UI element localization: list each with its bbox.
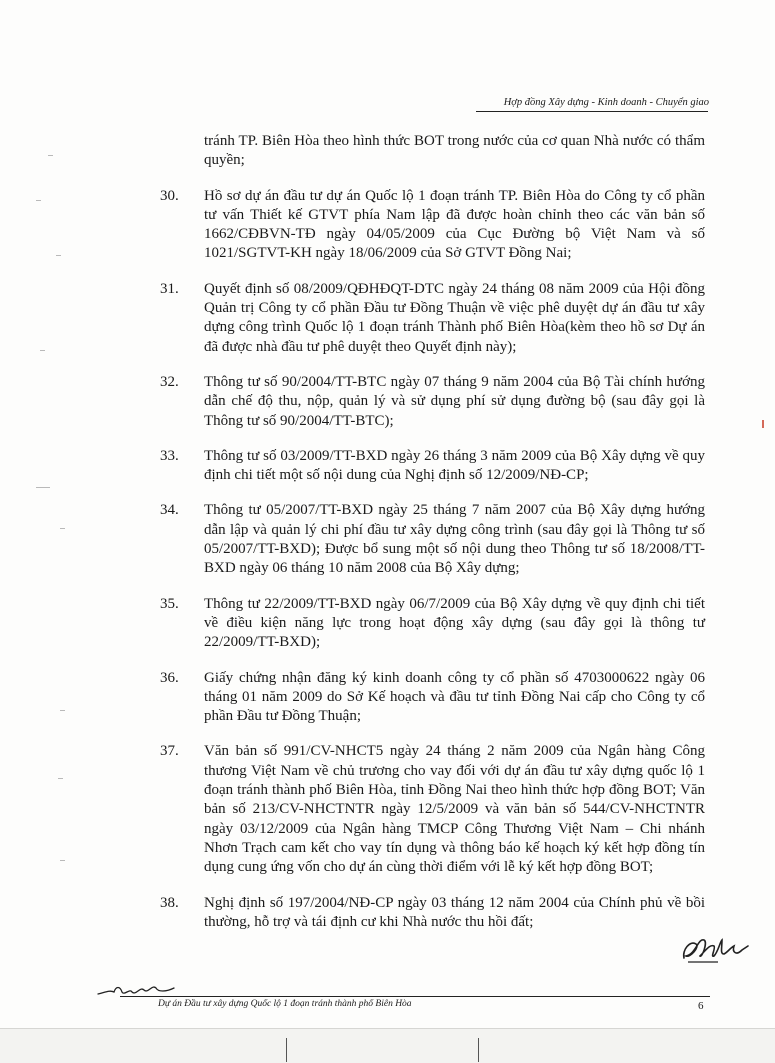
item-text: Thông tư 05/2007/TT-BXD ngày 25 tháng 7 năm 2007 của Bộ Xây dựng hướng dẫn lập và quản lý chi phí đầu tư xây dựng công trình (sau đây gọi là Thông tư số 05/2007/TT-BXD); Được bổ sung một số nội dung theo Thông tư số 18/2008/TT-BXD ngày 06 tháng 10 năm 2008 của Bộ Xây dựng; — [204, 502, 705, 577]
item-text: Nghị định số 197/2004/NĐ-CP ngày 03 tháng 12 năm 2004 của Chính phủ về bồi thường, hỗ trợ và tái định cư khi Nhà nước thu hồi đất; — [204, 894, 705, 930]
handwritten-initials — [96, 980, 176, 1000]
item-text: Giấy chứng nhận đăng ký kinh doanh công ty cổ phần số 4703000622 ngày 06 tháng 01 năm 2009 do Sở Kế hoạch và đầu tư tỉnh Đồng Nai cấp cho Công ty cổ phần Đầu tư Đồng Thuận; — [204, 669, 705, 725]
list-item — [160, 187, 705, 264]
list-item — [160, 894, 705, 933]
item-number: 35. — [160, 595, 179, 612]
scan-bottom-edge — [0, 1028, 775, 1063]
item-number: 31. — [160, 280, 179, 297]
item-text: Hồ sơ dự án đầu tư dự án Quốc lộ 1 đoạn tránh TP. Biên Hòa do Công ty cổ phần tư vấn Thiết kế GTVT phía Nam lập đã được hoàn chỉnh theo các văn bản số 1662/CĐBVN-TĐ ngày 04/05/2009 của Cục Đường bộ Việt Nam và số 1021/SGTVT-KH ngày 18/06/2009 của Sở GTVT Đồng Nai; — [204, 187, 705, 262]
scan-speck — [48, 155, 53, 156]
scan-speck — [60, 528, 65, 529]
footer-rule — [120, 996, 710, 997]
running-header: Hợp đồng Xây dựng - Kinh doanh - Chuyển giao — [503, 97, 709, 108]
item-number: 34. — [160, 502, 179, 519]
item-number: 36. — [160, 669, 179, 686]
header-rule — [476, 111, 708, 112]
item-text: Văn bản số 991/CV-NHCT5 ngày 24 tháng 2 năm 2009 của Ngân hàng Công thương Việt Nam về chủ trương cho vay đối với dự án đầu tư xây dựng quốc lộ 1 đoạn tránh thành phố Biên Hòa, tỉnh Đồng Nai theo hình thức hợp đồng BOT; Văn bản số 213/CV-NHCTNTR ngày 12/5/2009 và văn bản số 544/CV-NHCTNTR ngày 03/12/2009 của Ngân hàng TMCP Công Thương Việt Nam – Chi nhánh Nhơn Trạch cam kết cho vay tín dụng và thông báo kế hoạch ký kết hợp đồng tín dụng cung ứng vốn cho dự án cùng thời điểm với lễ ký kết hợp đồng BOT; — [204, 743, 705, 876]
item-number: 38. — [160, 894, 179, 911]
continued-paragraph: tránh TP. Biên Hòa theo hình thức BOT trong nước của cơ quan Nhà nước có thẩm quyền; — [204, 133, 705, 169]
item-text: Quyết định số 08/2009/QĐHĐQT-DTC ngày 24 tháng 08 năm 2009 của Hội đồng Quản trị Công ty cổ phần Đầu tư Đồng Thuận về việc phê duyệt dự án đầu tư xây dựng công trình Quốc lộ 1 đoạn tránh Thành phố Biên Hòa(kèm theo hồ sơ Dự án đã được nhà đầu tư phê duyệt theo Quyết định này); — [204, 280, 705, 355]
list-item — [160, 742, 705, 877]
document-body — [160, 132, 705, 948]
scan-speck — [60, 710, 65, 711]
item-number: 37. — [160, 743, 179, 760]
item-number: 33. — [160, 447, 179, 464]
scan-speck — [36, 487, 50, 488]
list-item — [160, 595, 705, 653]
list-item — [160, 501, 705, 578]
scan-speck — [58, 778, 63, 779]
page-number: 6 — [698, 1000, 704, 1012]
item-text: Thông tư 22/2009/TT-BXD ngày 06/7/2009 của Bộ Xây dựng về quy định chi tiết về điều kiện năng lực trong hoạt động xây dựng (sau đây gọi là thông tư 22/2009/TT-BXD); — [204, 595, 705, 651]
item-number: 32. — [160, 373, 179, 390]
scan-speck — [40, 350, 45, 351]
scan-mark — [478, 1038, 479, 1062]
scan-mark — [286, 1038, 287, 1062]
scan-speck — [762, 420, 764, 428]
scan-speck — [60, 860, 65, 861]
item-text: Thông tư số 03/2009/TT-BXD ngày 26 tháng 3 năm 2009 của Bộ Xây dựng về quy định chi tiết một số nội dung của Nghị định số 12/2009/NĐ-CP; — [204, 447, 705, 484]
scan-speck — [56, 255, 61, 256]
list-item — [160, 373, 705, 431]
item-text: Thông tư số 90/2004/TT-BTC ngày 07 tháng 9 năm 2004 của Bộ Tài chính hướng dẫn chế độ thu, nộp, quản lý và sử dụng phí sử dụng đường bộ (sau đây gọi là Thông tư số 90/2004/TT-BTC); — [204, 373, 705, 429]
scan-speck — [36, 200, 41, 201]
list-item — [160, 669, 705, 727]
footer-project-title: Dự án Đầu tư xây dựng Quốc lộ 1 đoạn tránh thành phố Biên Hòa — [158, 999, 412, 1009]
handwritten-signature — [678, 932, 750, 966]
list-item — [160, 280, 705, 357]
item-number: 30. — [160, 187, 179, 204]
list-item — [160, 447, 705, 486]
